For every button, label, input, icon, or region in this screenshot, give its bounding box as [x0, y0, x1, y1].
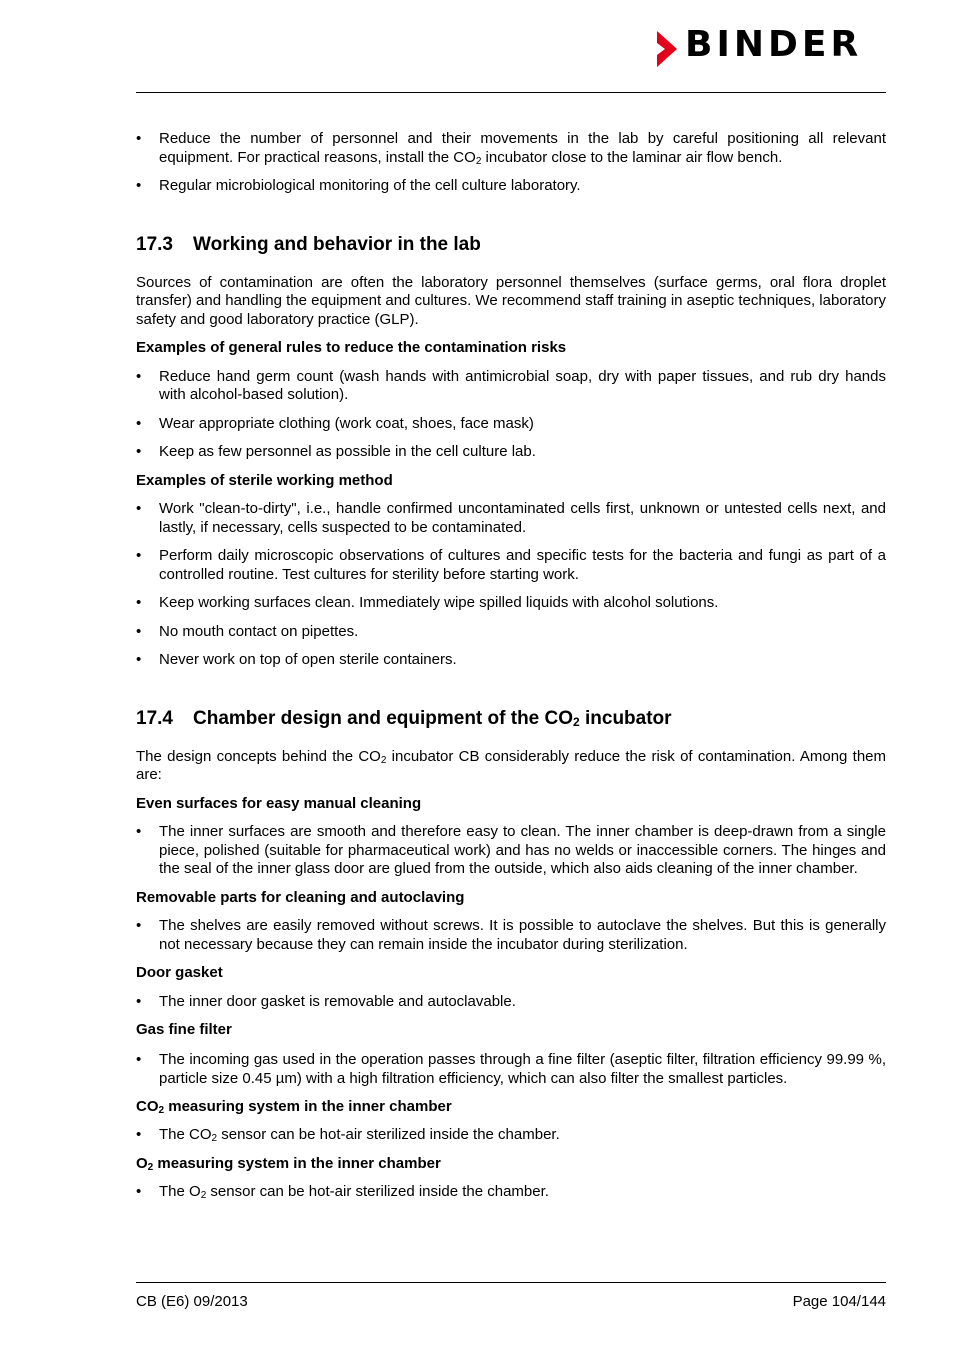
list-item: • Keep as few personnel as possible in the cell culture lab. [136, 443, 886, 462]
o2-system-list [136, 1183, 886, 1202]
list-item: • The shelves are easily removed without screws. It is possible to autoclave the shelves. But this is generally not necessary because they can remain inside the incubator during sterilization. [136, 917, 886, 954]
section-intro: The design concepts behind the $CO_2$ incubator CB considerably reduce the risk of contamination. Among them are: [136, 747, 886, 783]
list-item: • No mouth contact on pipettes. [136, 623, 886, 642]
subheading-removable-parts: Removable parts for cleaning and autoclaving [136, 888, 465, 906]
subheading-general-rules: Examples of general rules to reduce the contamination risks [136, 339, 567, 356]
subheading-gas-filter: Gas fine filter [136, 1021, 232, 1038]
list-item: • Never work on top of open sterile containers. [136, 651, 886, 670]
binder-logo [655, 24, 887, 68]
footer-page-number: Page 104/144 [792, 1293, 886, 1310]
subheading-door-gasket: Door gasket [136, 964, 223, 981]
list-item: • The $CO_2$ sensor can be hot-air sterilized inside the chamber. [136, 1126, 886, 1145]
subheading-even-surfaces: Even surfaces for easy manual cleaning [136, 794, 422, 812]
section-heading-17-3: 17.3 Working and behavior in the lab [136, 233, 481, 255]
binder-arrow-icon [655, 30, 679, 68]
header-rule [136, 92, 886, 93]
door-gasket-list [136, 993, 886, 1012]
subheading-o2-system: $O_2$ measuring system in the inner chamber [136, 1154, 441, 1173]
list-item: • Wear appropriate clothing (work coat, shoes, face mask) [136, 415, 886, 434]
bullet-list-top [136, 130, 886, 196]
list-item: • Keep working surfaces clean. Immediately wipe spilled liquids with alcohol solutions. [136, 594, 886, 613]
section-heading-17-4: 17.4 Chamber design and equipment of the $CO_2$ incubator [136, 707, 672, 729]
subheading-sterile-method: Examples of sterile working method [136, 471, 393, 489]
list-item: • The inner door gasket is removable and autoclavable. [136, 993, 886, 1012]
list-item: • Perform daily microscopic observations of cultures and specific tests for the bacteria and fungi as part of a controlled routine. Test cultures for sterility before starting work. [136, 547, 886, 584]
section-intro: Sources of contamination are often the laboratory personnel themselves (surface germs, oral flora droplet transfer) and handling the equipment and cultures. We recommend staff training in aseptic techniques, laboratory safety and good laboratory practice (GLP). [136, 273, 886, 328]
list-item: • Work "clean-to-dirty", i.e., handle confirmed uncontaminated cells first, unknown or untested cells next, and lastly, if necessary, cells suspected to be contaminated. [136, 500, 886, 537]
footer-rule [136, 1282, 886, 1283]
page-content [136, 130, 886, 1202]
list-item: • Reduce hand germ count (wash hands with antimicrobial soap, dry with paper tissues, and rub dry hands with alcohol-based solution). [136, 368, 886, 405]
even-surfaces-list [136, 823, 886, 879]
list-item: • Reduce the number of personnel and their movements in the lab by careful positioning all relevant equipment. For practical reasons, install the $CO_2$ incubator close to the laminar air flow bench. [136, 130, 886, 167]
footer-doc-id: CB (E6) 09/2013 [136, 1293, 248, 1310]
sterile-method-list [136, 500, 886, 670]
list-item: • Regular microbiological monitoring of the cell culture laboratory. [136, 177, 886, 196]
removable-parts-list [136, 917, 886, 954]
list-item: • The inner surfaces are smooth and therefore easy to clean. The inner chamber is deep-drawn from a single piece, polished (suitable for pharmaceutical work) and has no welds or inaccessible corners. The hinges and the seal of the inner glass door are glued from the outside, which also aids cleaning of the inner chamber. [136, 823, 886, 879]
list-item: • The incoming gas used in the operation passes through a fine filter (aseptic filter, filtration efficiency 99.99 %, particle size 0.45 µm) with a high filtration efficiency, which can also filter the smallest particles. [136, 1050, 886, 1088]
co2-system-list [136, 1126, 886, 1145]
logo-text: BINDER [685, 24, 863, 65]
gas-filter-list [136, 1050, 886, 1088]
subheading-co2-system: $CO_2$ measuring system in the inner chamber [136, 1097, 452, 1116]
list-item: • The $O_2$ sensor can be hot-air sterilized inside the chamber. [136, 1183, 886, 1202]
general-rules-list [136, 368, 886, 462]
